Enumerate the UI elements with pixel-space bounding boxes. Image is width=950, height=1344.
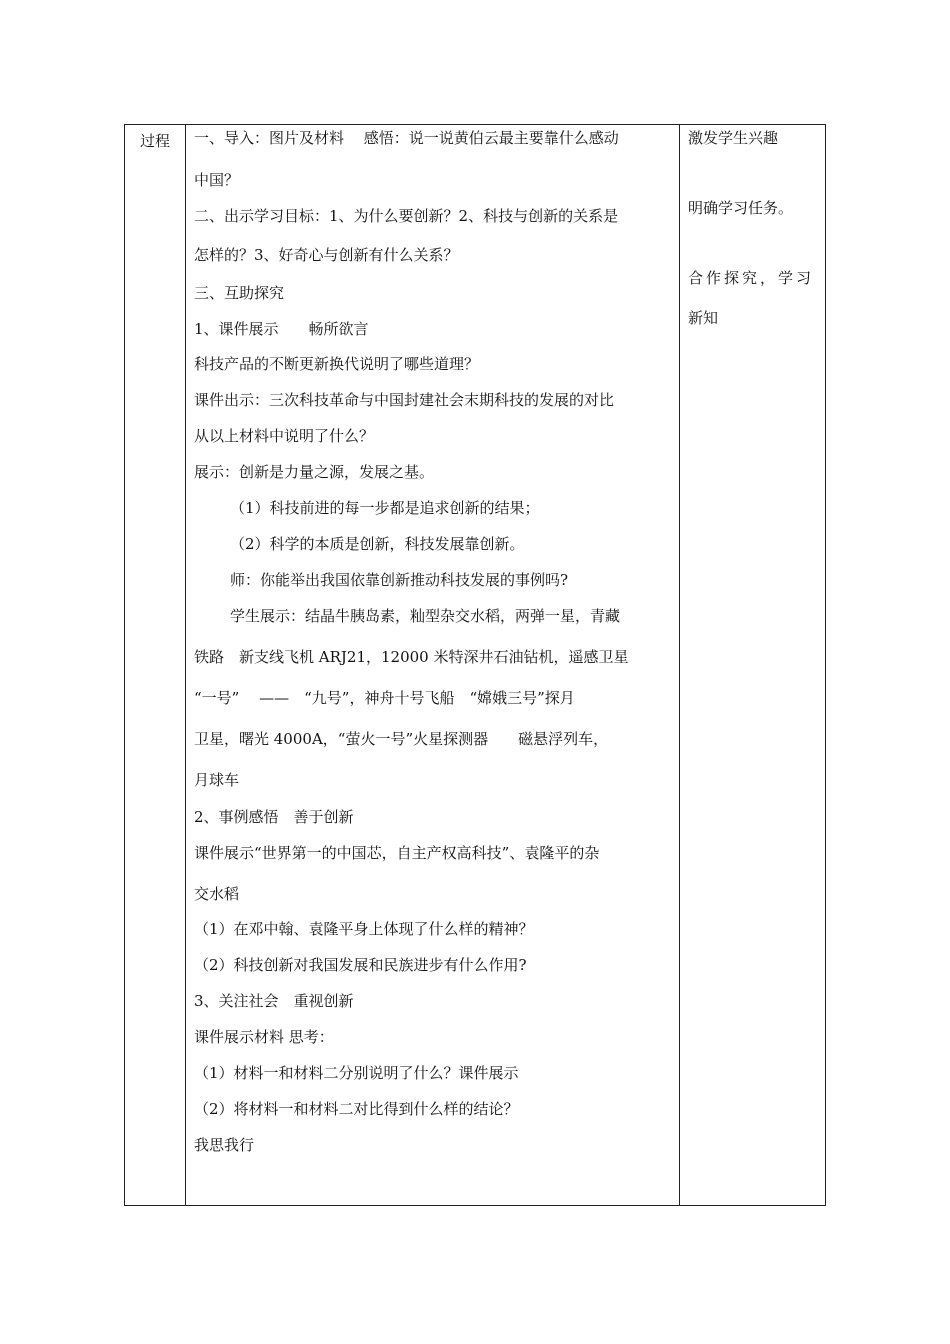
content-line: 课件展示“世界第一的中国芯，自主产权高科技”、袁隆平的杂 bbox=[194, 844, 600, 862]
content-line: 二、出示学习目标：1、为什么要创新？2、科技与创新的关系是 bbox=[194, 207, 619, 225]
content-line: 课件展示材料 思考： bbox=[194, 1028, 334, 1046]
content-line: （2）科技创新对我国发展和民族进步有什么作用? bbox=[194, 956, 527, 974]
column-divider bbox=[185, 125, 186, 1205]
intent-line: 合作探究，学习 bbox=[688, 269, 815, 287]
content-line: 课件出示：三次科技革命与中国封建社会末期科技的发展的对比 bbox=[194, 391, 615, 409]
intent-line: 激发学生兴趣 bbox=[688, 129, 779, 147]
content-line: 2、事例感悟 善于创新 bbox=[194, 808, 354, 826]
content-line: 我思我行 bbox=[194, 1136, 255, 1154]
content-line: 科技产品的不断更新换代说明了哪些道理？ bbox=[194, 355, 480, 373]
lesson-table bbox=[124, 124, 826, 1206]
content-line: 月球车 bbox=[194, 771, 240, 789]
content-line: “一号” —— “九号”，神舟十号飞船 “嫦娥三号”探月 bbox=[194, 689, 575, 707]
section-label: 过程 bbox=[139, 132, 170, 150]
intent-line: 明确学习任务。 bbox=[688, 199, 794, 217]
column-divider bbox=[679, 125, 680, 1205]
content-line: 中国？ bbox=[194, 171, 240, 189]
content-line: 师：你能举出我国依靠创新推动科技发展的事例吗? bbox=[230, 571, 569, 589]
content-line: 从以上材料中说明了什么？ bbox=[194, 427, 375, 445]
content-line: （1）科技前进的每一步都是追求创新的结果； bbox=[230, 499, 540, 517]
content-line: （1）材料一和材料二分别说明了什么？课件展示 bbox=[194, 1064, 519, 1082]
intent-line: 新知 bbox=[688, 309, 719, 327]
content-line: 1、课件展示 畅所欲言 bbox=[194, 320, 369, 338]
content-line: （1）在邓中翰、袁隆平身上体现了什么样的精神？ bbox=[194, 920, 534, 938]
content-line: 展示：创新是力量之源，发展之基。 bbox=[194, 463, 435, 481]
content-line: 怎样的？3、好奇心与创新有什么关系？ bbox=[194, 246, 459, 264]
content-line: 3、关注社会 重视创新 bbox=[194, 992, 354, 1010]
content-line: 交水稻 bbox=[194, 885, 240, 903]
content-line: 卫星，曙光 4000A，“萤火一号”火星探测器 磁悬浮列车， bbox=[194, 730, 609, 748]
content-line: 学生展示：结晶牛胰岛素，籼型杂交水稻，两弹一星，青藏 bbox=[230, 607, 621, 625]
content-line: （2）将材料一和材料二对比得到什么样的结论？ bbox=[194, 1100, 519, 1118]
content-line: 一、导入：图片及材料 感悟：说一说黄伯云最主要靠什么感动 bbox=[194, 129, 619, 147]
content-line: 三、互助探究 bbox=[194, 284, 285, 302]
content-line: 铁路 新支线飞机 ARJ21，12000 米特深井石油钻机，遥感卫星 bbox=[194, 648, 629, 666]
content-line: （2）科学的本质是创新，科技发展靠创新。 bbox=[230, 535, 525, 553]
